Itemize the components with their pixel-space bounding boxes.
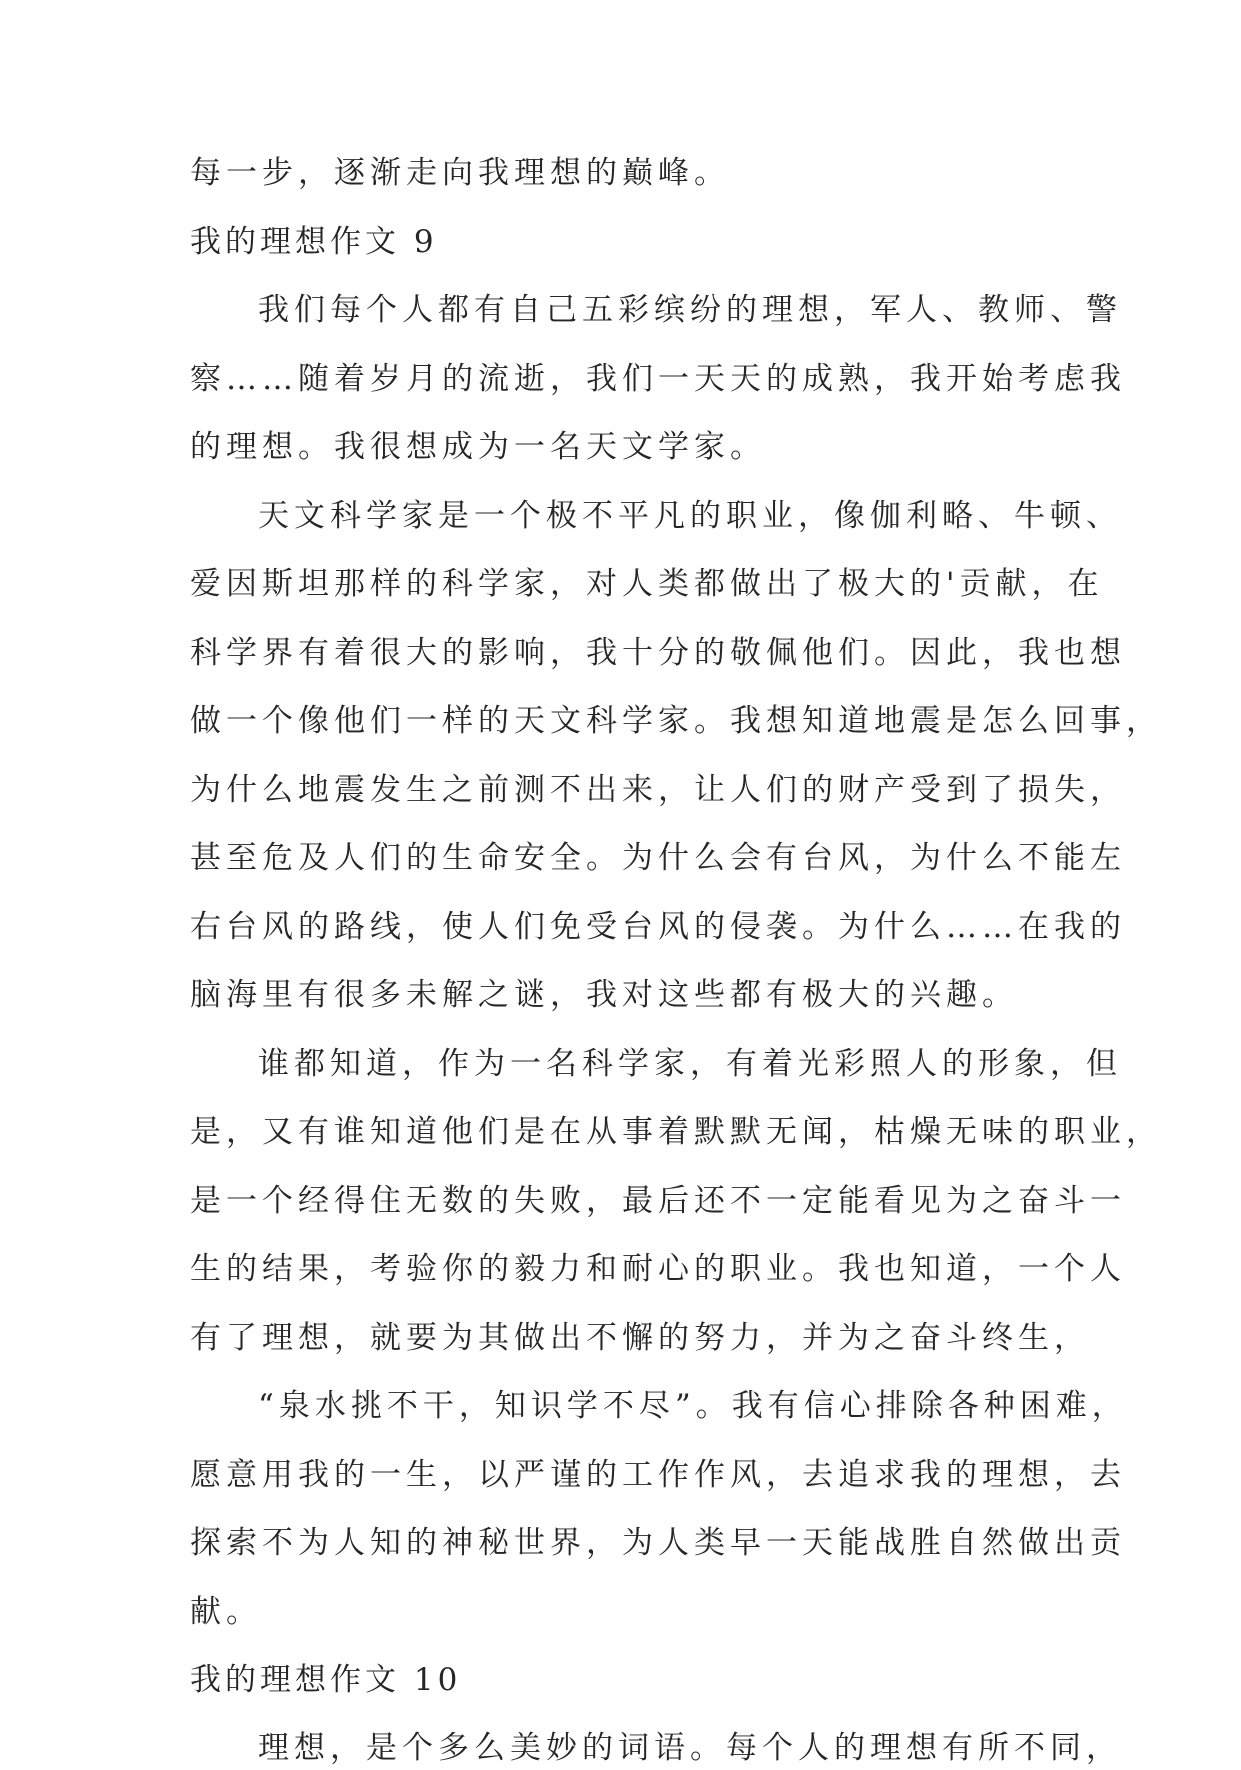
paragraph-line: 爱因斯坦那样的科学家，对人类都做出了极大的'贡献，在 xyxy=(190,566,1104,602)
paragraph-line: 右台风的路线，使人们免受台风的侵袭。为什么……在我的 xyxy=(190,909,1126,945)
paragraph-line: 探索不为人知的神秘世界，为人类早一天能战胜自然做出贡 xyxy=(190,1525,1126,1561)
paragraph-line: 理想，是个多么美妙的词语。每个人的理想有所不同， xyxy=(258,1730,1122,1766)
paragraph-line: 献。 xyxy=(190,1594,262,1630)
paragraph-line: 做一个像他们一样的天文科学家。我想知道地震是怎么回事， xyxy=(190,703,1162,739)
paragraph-line: 甚至危及人们的生命安全。为什么会有台风，为什么不能左 xyxy=(190,840,1126,876)
paragraph-line: 是，又有谁知道他们是在从事着默默无闻，枯燥无味的职业， xyxy=(190,1114,1162,1150)
paragraph-line: 察……随着岁月的流逝，我们一天天的成熟，我开始考虑我 xyxy=(190,361,1126,397)
paragraph-line: 有了理想，就要为其做出不懈的努力，并为之奋斗终生， xyxy=(190,1320,1090,1356)
paragraph-line: 我们每个人都有自己五彩缤纷的理想，军人、教师、警 xyxy=(258,292,1122,328)
paragraph-line: 谁都知道，作为一名科学家，有着光彩照人的形象，但 xyxy=(258,1046,1122,1082)
paragraph-line: 的理想。我很想成为一名天文学家。 xyxy=(190,429,766,465)
essay-heading: 我的理想作文 9 xyxy=(190,224,438,260)
paragraph-line: 天文科学家是一个极不平凡的职业，像伽利略、牛顿、 xyxy=(258,498,1122,534)
paragraph-line: 生的结果，考验你的毅力和耐心的职业。我也知道，一个人 xyxy=(190,1251,1126,1287)
essay-heading: 我的理想作文 10 xyxy=(190,1662,462,1698)
paragraph-line: 是一个经得住无数的失败，最后还不一定能看见为之奋斗一 xyxy=(190,1183,1126,1219)
paragraph-line: 脑海里有很多未解之谜，我对这些都有极大的兴趣。 xyxy=(190,977,1018,1013)
paragraph-line: 每一步，逐渐走向我理想的巅峰。 xyxy=(190,155,730,191)
paragraph-line: 愿意用我的一生，以严谨的工作作风，去追求我的理想，去 xyxy=(190,1457,1126,1493)
paragraph-line: “泉水挑不干，知识学不尽”。我有信心排除各种困难， xyxy=(258,1388,1128,1424)
paragraph-line: 科学界有着很大的影响，我十分的敬佩他们。因此，我也想 xyxy=(190,635,1126,671)
paragraph-line: 为什么地震发生之前测不出来，让人们的财产受到了损失， xyxy=(190,772,1126,808)
